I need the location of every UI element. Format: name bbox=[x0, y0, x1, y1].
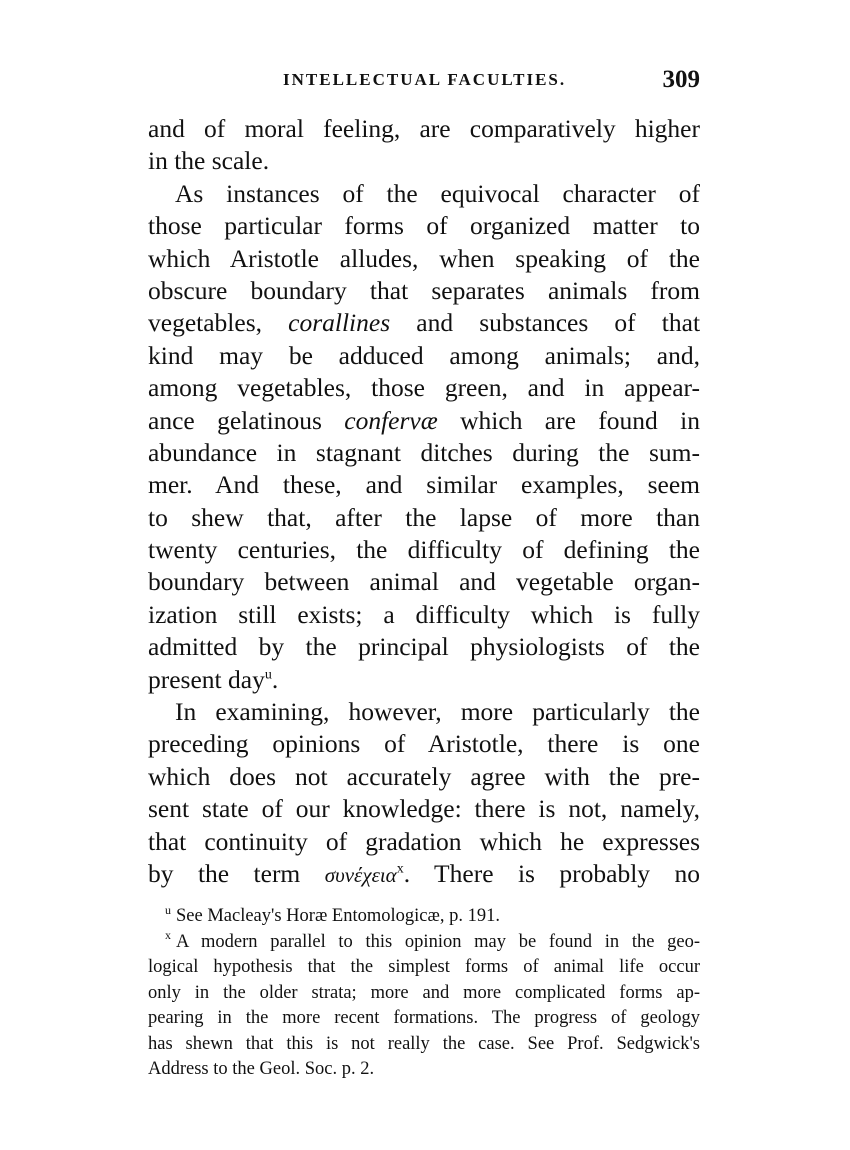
footnote-ref-u: u bbox=[264, 667, 272, 683]
footnote-mark: x bbox=[165, 928, 171, 943]
text-line: those particular forms of organized matter to bbox=[148, 211, 700, 241]
text-line bbox=[148, 664, 700, 696]
footnote-x-line: logical hypothesis that the simplest forms of animal life occur bbox=[148, 957, 700, 977]
text-line: boundary between animal and vegetable organ- bbox=[148, 567, 700, 597]
running-head bbox=[148, 66, 700, 96]
text-line: abundance in stagnant ditches during the sum- bbox=[148, 437, 700, 467]
text-line: sent state of our knowledge: there is not, namely, bbox=[148, 794, 700, 824]
text-run: and substances of that bbox=[416, 308, 701, 338]
footnote-x-line: pearing in the more recent formations. The progress of geology bbox=[148, 1008, 700, 1028]
greek-term: συνέχεια bbox=[324, 862, 397, 887]
page-number: 309 bbox=[662, 66, 700, 93]
footnote-text: See Macleay's Horæ Entomologicæ, p. 191. bbox=[176, 906, 500, 926]
footnote-ref-x: x bbox=[396, 861, 404, 877]
text-line bbox=[148, 858, 700, 890]
body-text bbox=[148, 113, 700, 890]
text-line: and of moral feeling, are comparatively higher bbox=[148, 114, 700, 143]
text-line: which Aristotle alludes, when speaking of the bbox=[148, 243, 700, 273]
text-line: mer. And these, and similar examples, seem bbox=[148, 470, 700, 500]
text-line: preceding opinions of Aristotle, there is one bbox=[148, 729, 700, 759]
text-line: ization still exists; a difficulty which is fully bbox=[148, 599, 700, 629]
text-line bbox=[148, 405, 700, 437]
footnote-x-line: Address to the Geol. Soc. p. 2. bbox=[148, 1059, 375, 1079]
footnotes bbox=[148, 904, 700, 1083]
text-run: vegetables, bbox=[148, 308, 262, 338]
footnote-x-line: has shewn that this is not really the case. See Prof. Sedgwick's bbox=[148, 1033, 700, 1054]
text-line: in the scale. bbox=[148, 146, 270, 176]
text-line: among vegetables, those green, and in appear- bbox=[148, 373, 700, 403]
text-line: twenty centuries, the difficulty of defining the bbox=[148, 535, 700, 565]
text-run: . There is probably no bbox=[403, 858, 701, 888]
text-run: by the term bbox=[148, 858, 301, 888]
text-line: that continuity of gradation which he expresses bbox=[148, 826, 700, 856]
running-title: INTELLECTUAL FACULTIES. bbox=[283, 70, 567, 89]
text-run: which are found in bbox=[460, 405, 700, 435]
text-line: obscure boundary that separates animals from bbox=[148, 275, 700, 305]
text-run: . bbox=[271, 664, 279, 694]
paragraph-start-line: As instances of the equivocal character of bbox=[175, 178, 700, 208]
text-line: to shew that, after the lapse of more than bbox=[148, 502, 700, 532]
text-line bbox=[148, 307, 700, 339]
italic-term: confervæ bbox=[344, 405, 438, 435]
text-line: which does not accurately agree with the pre- bbox=[148, 761, 700, 791]
italic-term: corallines bbox=[288, 308, 391, 338]
paragraph-start-line: In examining, however, more particularly the bbox=[175, 697, 700, 727]
text-run: present day bbox=[148, 664, 265, 694]
footnote-mark: u bbox=[165, 902, 171, 917]
text-run: ance gelatinous bbox=[148, 405, 322, 435]
text-line: admitted by the principal physiologists of the bbox=[148, 632, 700, 662]
footnote-text: A modern parallel to this opinion may be found in the geo- bbox=[176, 931, 700, 952]
footnote-x-line: only in the older strata; more and more complicated forms ap- bbox=[148, 982, 700, 1003]
text-line: kind may be adduced among animals; and, bbox=[148, 340, 700, 370]
footnote-x-line bbox=[148, 930, 700, 956]
footnote-u bbox=[148, 904, 700, 930]
